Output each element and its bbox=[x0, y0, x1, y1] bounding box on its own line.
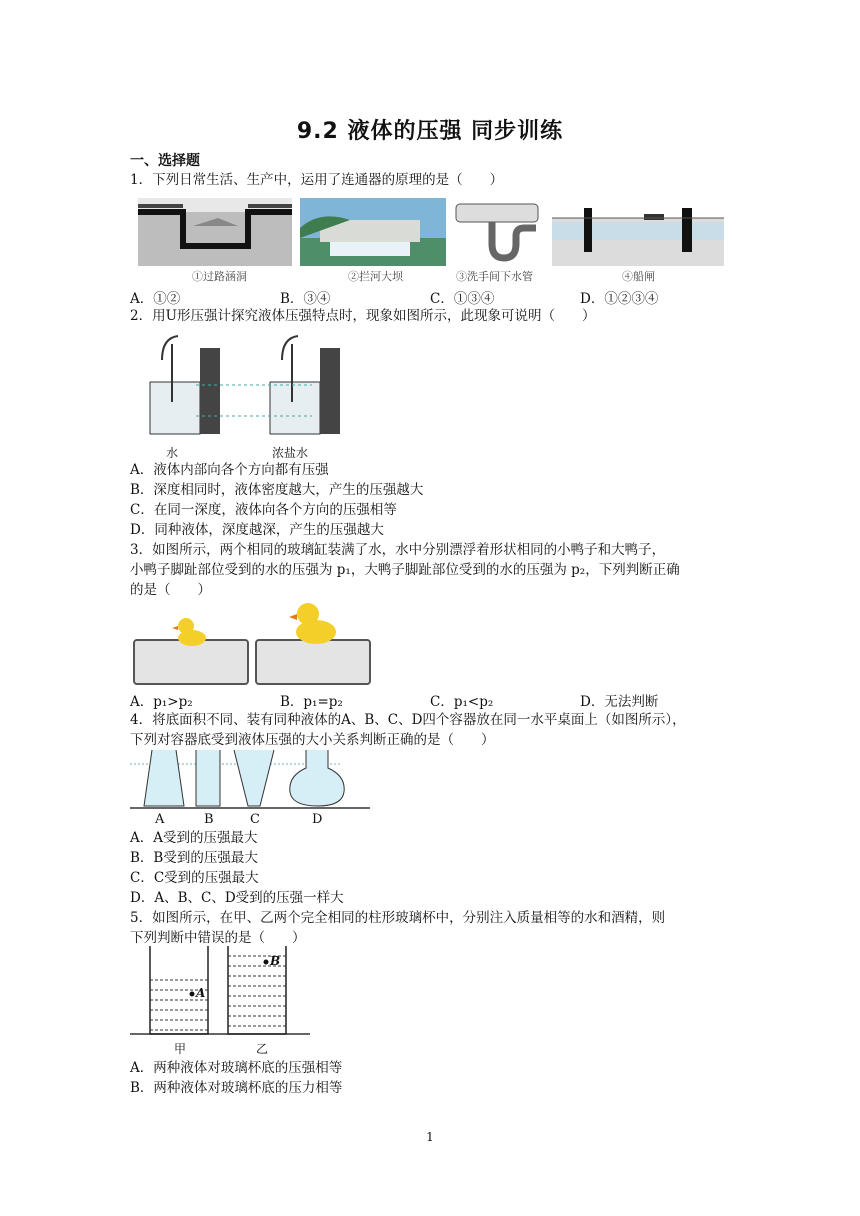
q3-stem-line2: 小鸭子脚趾部位受到的水的压强为 p₁，大鸭子脚趾部位受到的水的压强为 p₂，下列判断正确 bbox=[130, 562, 680, 578]
section-heading: 一、选择题 bbox=[130, 153, 200, 169]
q3-option-d[interactable]: D．无法判断 bbox=[580, 694, 659, 710]
q1-figure-dam bbox=[300, 198, 446, 266]
q1-option-b[interactable]: B．③④ bbox=[280, 291, 331, 307]
q1-figure-culvert bbox=[138, 198, 292, 266]
q1-option-a[interactable]: A．①② bbox=[130, 291, 181, 307]
q1-caption-2: ②拦河大坝 bbox=[348, 270, 403, 283]
q5-option-a[interactable]: A．两种液体对玻璃杯底的压强相等 bbox=[130, 1060, 343, 1076]
q5-label-jia: 甲 bbox=[174, 1042, 187, 1056]
q1-option-c[interactable]: C．①③④ bbox=[430, 291, 495, 307]
page-title: 9.2 液体的压强 同步训练 bbox=[296, 119, 564, 144]
q4-label-d: D bbox=[312, 812, 323, 827]
q3-stem-line1: 3．如图所示，两个相同的玻璃缸装满了水，水中分别漂浮着形状相同的小鸭子和大鸭子， bbox=[130, 542, 666, 558]
q2-figure-pressure-gauges bbox=[140, 330, 370, 440]
q2-option-a[interactable]: A．液体内部向各个方向都有压强 bbox=[130, 462, 329, 478]
q1-figure-ship-lock bbox=[552, 198, 724, 266]
q4-figure-containers bbox=[130, 748, 370, 812]
q4-option-d[interactable]: D．A、B、C、D受到的压强一样大 bbox=[130, 890, 344, 906]
q5-figure-glasses bbox=[130, 944, 310, 1038]
q4-label-c: C bbox=[250, 812, 260, 827]
q1-stem: 1．下列日常生活、生产中，运用了连通器的原理的是（ ） bbox=[130, 172, 504, 188]
q4-option-b[interactable]: B．B受到的压强最大 bbox=[130, 850, 258, 866]
q3-option-b[interactable]: B．p₁=p₂ bbox=[280, 694, 343, 710]
q5-option-b[interactable]: B．两种液体对玻璃杯底的压力相等 bbox=[130, 1080, 343, 1096]
page-number: 1 bbox=[426, 1130, 434, 1144]
q2-label-brine: 浓盐水 bbox=[272, 446, 309, 460]
q1-option-d[interactable]: D．①②③④ bbox=[580, 291, 659, 307]
q1-figure-sink-drain bbox=[452, 198, 542, 266]
q1-caption-1: ①过路涵洞 bbox=[192, 270, 247, 283]
q2-label-water: 水 bbox=[166, 446, 179, 460]
q5-stem-line1: 5．如图所示，在甲、乙两个完全相同的柱形玻璃杯中，分别注入质量相等的水和酒精，则 bbox=[130, 910, 666, 926]
q4-label-a: A bbox=[155, 812, 165, 827]
q5-point-a: A bbox=[196, 986, 206, 1000]
q4-stem-line1: 4．将底面积不同、装有同种液体的A、B、C、D四个容器放在同一水平桌面上（如图所示）， bbox=[130, 712, 686, 728]
q1-caption-4: ④船闸 bbox=[622, 270, 655, 283]
q4-option-a[interactable]: A．A受到的压强最大 bbox=[130, 830, 258, 846]
q2-option-b[interactable]: B．深度相同时，液体密度越大，产生的压强越大 bbox=[130, 482, 424, 498]
q2-option-d[interactable]: D．同种液体，深度越深，产生的压强越大 bbox=[130, 522, 384, 538]
q4-option-c[interactable]: C．C受到的压强最大 bbox=[130, 870, 259, 886]
q1-caption-3: ③洗手间下水管 bbox=[456, 270, 533, 283]
q5-stem-line2: 下列判断中错误的是（ ） bbox=[130, 930, 306, 946]
q2-stem: 2．用U形压强计探究液体压强特点时，现象如图所示，此现象可说明（ ） bbox=[130, 308, 596, 324]
q4-stem-line2: 下列对容器底受到液体压强的大小关系判断正确的是（ ） bbox=[130, 732, 495, 748]
q3-stem-line3: 的是（ ） bbox=[130, 582, 211, 598]
q4-label-b: B bbox=[204, 812, 214, 827]
q3-figure-ducks bbox=[132, 602, 372, 686]
q3-option-c[interactable]: C．p₁<p₂ bbox=[430, 694, 494, 710]
q3-option-a[interactable]: A．p₁>p₂ bbox=[130, 694, 193, 710]
q2-option-c[interactable]: C．在同一深度，液体向各个方向的压强相等 bbox=[130, 502, 397, 518]
q5-label-yi: 乙 bbox=[256, 1042, 269, 1056]
q5-point-b: B bbox=[270, 954, 281, 968]
